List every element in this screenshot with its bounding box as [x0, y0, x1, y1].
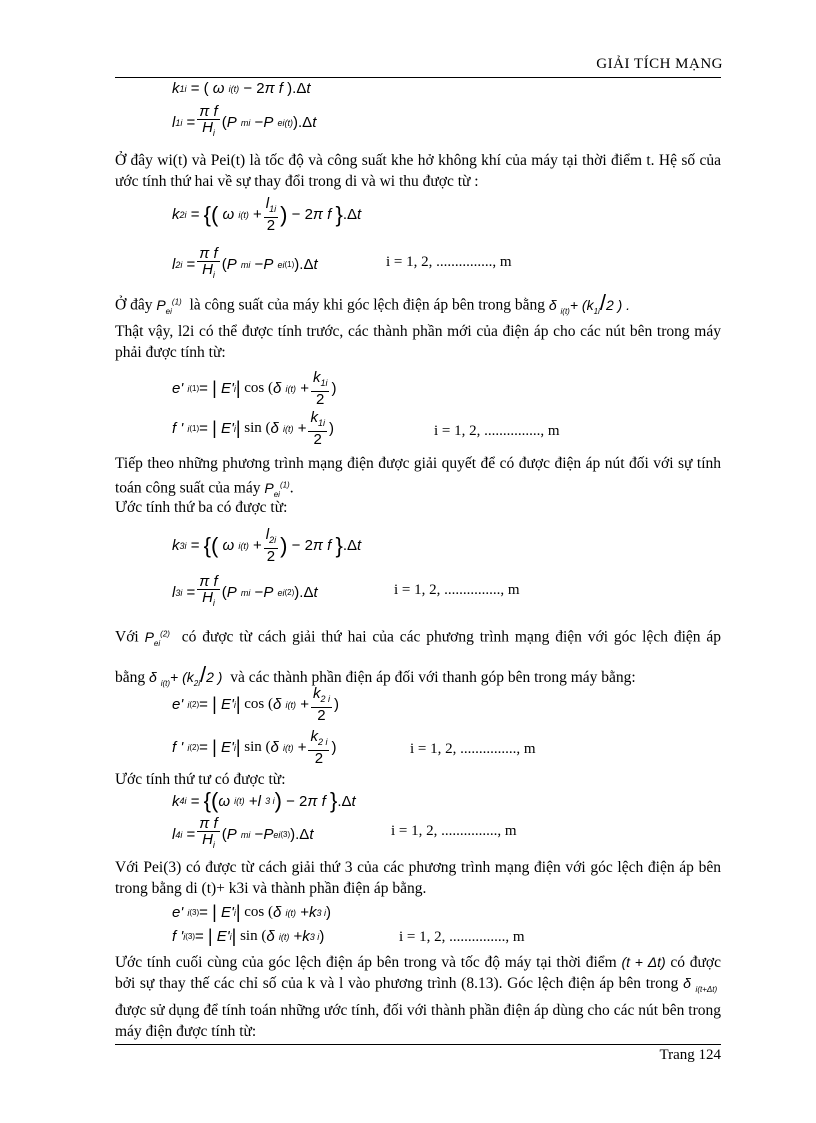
paragraph-4: Ước tính thứ ba có được từ:: [115, 499, 288, 516]
equation-e-prime-2: e' i (2) = | E' i | cos ( δ i(t) + $\frac{k_{2 i}}{2}$ ): [172, 685, 339, 724]
range-label-f2: i = 1, 2, ..............., m: [410, 741, 536, 757]
equation-f-prime-3: f ' i (3) = | E' i | sin ( δ i(t) + k 3 i ): [172, 926, 325, 946]
paragraph-2: Ở đây $P_{ei}^{(1)}$ là công suất của máy khi góc lệch điện áp bên trong bằng δ $_{i(t)}+ (k_{1i}/2$ ) . Thật vậy, l2i có thể được tính trước, các thành phần mới của điện áp cho các nút bên trong máy phải được tính từ:: [115, 289, 721, 362]
range-label-l2: i = 1, 2, ..............., m: [386, 254, 512, 270]
footer-rule: [115, 1044, 721, 1045]
equation-e-prime-1: e' i (1) = | E' i | cos ( δ i(t) + $\frac{k_{1i}}{2}$ ): [172, 369, 337, 408]
page-number: Trang 124: [659, 1047, 721, 1063]
equation-l2: l 2i = $\frac{\text{π f}}{H_i}$ ( P mi − P ei (1) ).Δ t: [172, 245, 318, 280]
paragraph-3: Tiếp theo những phương trình mạng điện được giải quyết để có được điện áp nút đối với sự tính toán công suất của máy $P_{ei}^{(1)}$.: [115, 455, 721, 499]
range-label-l4: i = 1, 2, ..............., m: [391, 823, 517, 839]
range-label-f3: i = 1, 2, ..............., m: [399, 929, 525, 945]
equation-l4: l 4i = $\frac{\text{π f}}{H_i}$ ( P mi − P ei (3) ).Δ t: [172, 815, 314, 850]
header-rule: [115, 77, 721, 78]
page-header-title: GIẢI TÍCH MẠNG: [596, 56, 723, 72]
equation-l3: l 3i = $\frac{\text{π f}}{H_i}$ ( P mi − P ei (2) ).Δ t: [172, 573, 318, 608]
equation-k3: k 3i = {( ω i(t) + $\frac{l_{2i}}{2}$ ) − 2 π f } .Δ t: [172, 526, 362, 565]
equation-k2: k 2i = {( ω i(t) + $\frac{l_{1i}}{2}$ ) − 2 π f } .Δ t: [172, 195, 362, 234]
equation-l1: l 1i = $\frac{\text{π f}}{H_i}$ ( P mi − P ei(t) ).Δ t: [172, 103, 317, 138]
paragraph-5: Với $P_{ei}^{(2)}$ có được từ cách giải thứ hai của các phương trình mạng điện với góc lệch điện áp bằng δ $_{i(t)}+ (k_{2i}/2$ ) và các thành phần điện áp đối với thanh góp bên trong máy bằng:: [115, 628, 722, 689]
equation-f-prime-2: f ' i (2) = | E' i | sin ( δ i(t) + $\frac{k_{2 i}}{2}$ ): [172, 728, 337, 767]
paragraph-8: Ước tính cuối cùng của góc lệch điện áp bên trong và tốc độ máy tại thời điểm (t + Δt) có được bởi sự thay thế các chỉ số của k và l vào phương trình (8.13). Góc lệch điện áp bên trong δ $_{i(t+\Delta t)}$ được sử dụng để tính toán những ước tính, đối với thành phần điện áp dùng cho các nút bên trong máy điện được tính từ:: [115, 954, 721, 1040]
paragraph-1: Ở đây wi(t) và Pei(t) là tốc độ và công suất khe hở không khí của máy tại thời điểm t. Hệ số của ước tính thứ hai về sự thay đổi trong di và wi thu được từ :: [115, 152, 721, 190]
paragraph-6: Ước tính thứ tư có được từ:: [115, 771, 286, 788]
equation-k4: k 4i = {( ω i(t) + l 3 i ) − 2 π f } .Δ t: [172, 788, 356, 813]
equation-k1: k 1i = ( ω i(t) − 2 π f ).Δ t: [172, 80, 311, 97]
equation-e-prime-3: e' i (3) = | E' i | cos ( δ i(t) + k 3 i ): [172, 902, 331, 922]
range-label-f1: i = 1, 2, ..............., m: [434, 423, 560, 439]
range-label-l3: i = 1, 2, ..............., m: [394, 582, 520, 598]
paragraph-7: Với Pei(3) có được từ cách giải thứ 3 của các phương trình mạng điện với góc lệch điện áp bên trong bằng di (t)+ k3i và thành phần điện áp bằng.: [115, 859, 721, 897]
equation-f-prime-1: f ' i (1) = | E' i | sin ( δ i(t) + $\frac{k_{1i}}{2}$ ): [172, 409, 334, 448]
